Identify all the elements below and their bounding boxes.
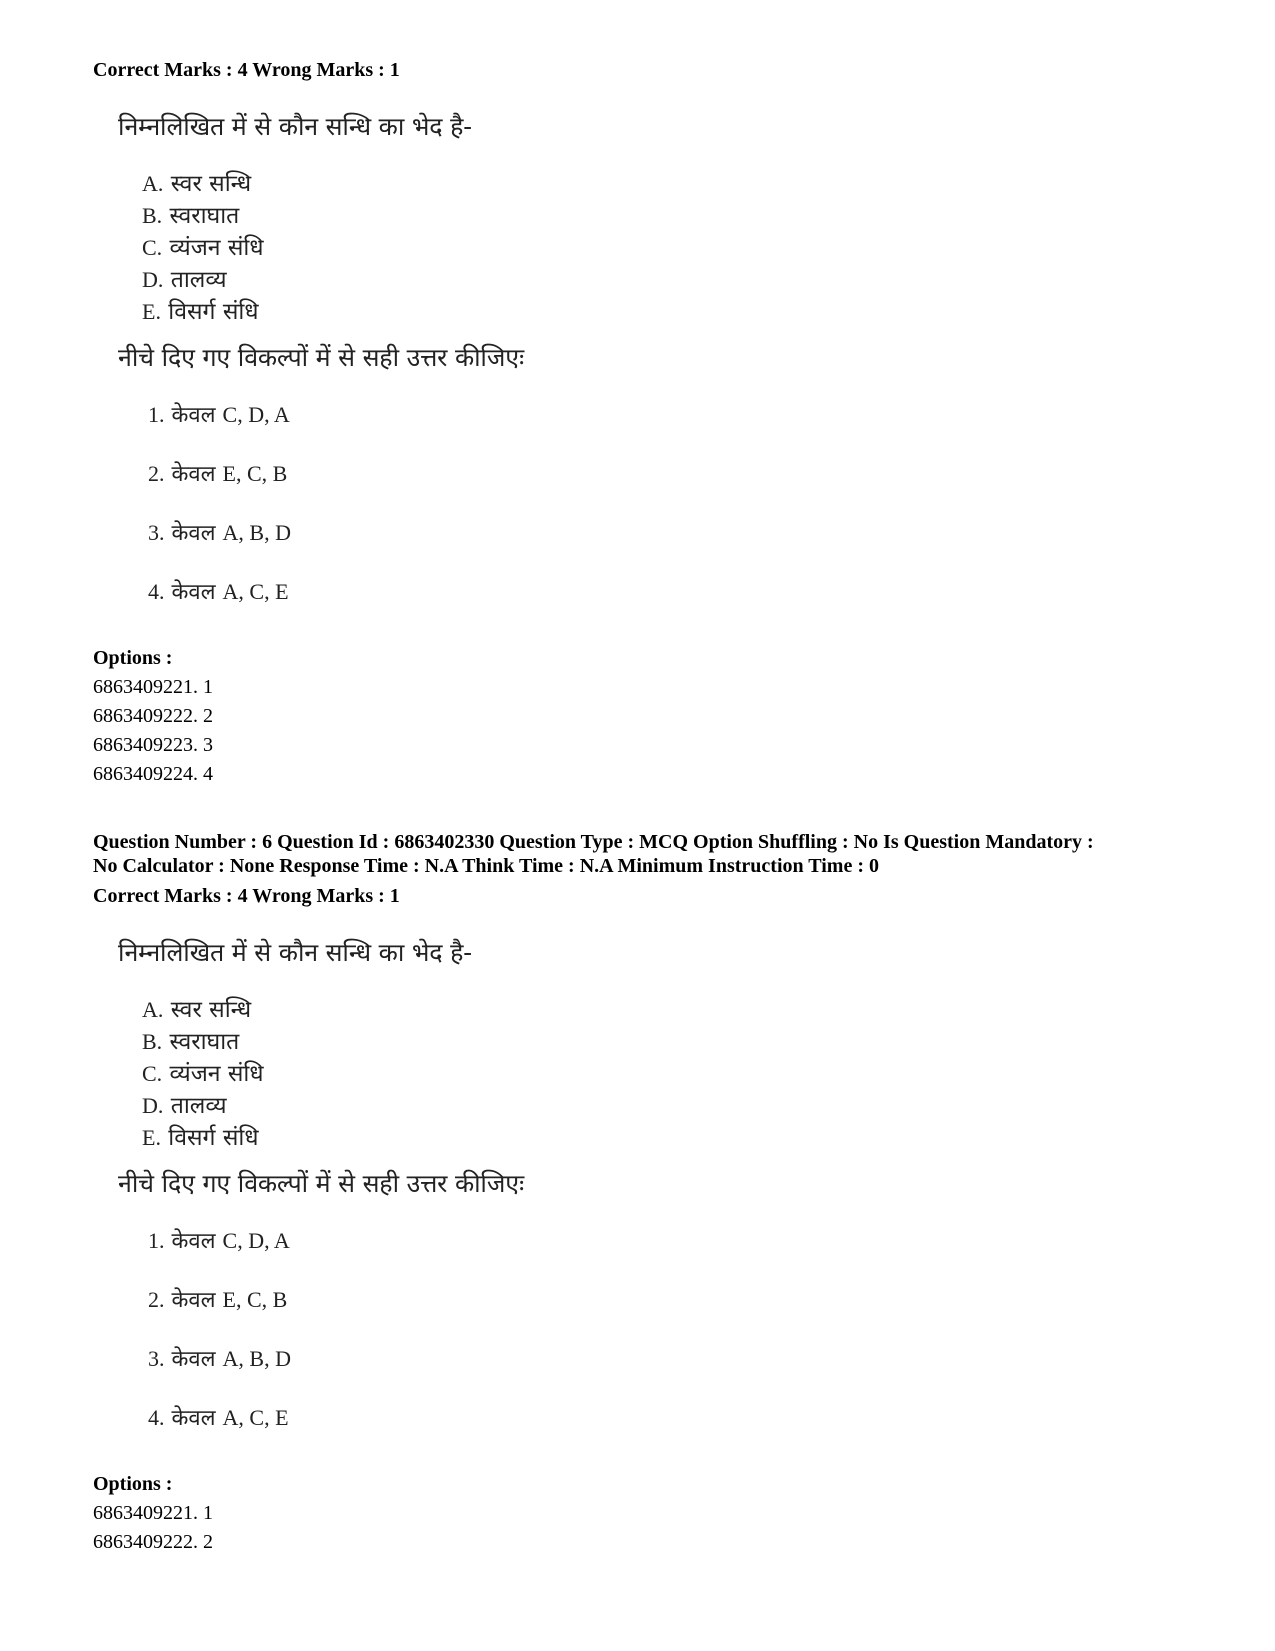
statement-item: A. स्वर सन्धि bbox=[142, 997, 252, 1023]
choice-item: 2. केवल E, C, B bbox=[148, 461, 288, 487]
marks-line: Correct Marks : 4 Wrong Marks : 1 bbox=[93, 885, 400, 907]
option-item: 6863409222. 2 bbox=[93, 1531, 213, 1553]
choice-item: 3. केवल A, B, D bbox=[148, 520, 291, 546]
options-list bbox=[93, 1499, 213, 1557]
question-header-line1: Question Number : 6 Question Id : 6863402330 Question Type : MCQ Option Shuffling : No Is Question Mandatory : bbox=[93, 831, 1094, 853]
question-image bbox=[118, 938, 678, 1448]
statement-item: A. स्वर सन्धि bbox=[142, 171, 252, 197]
choice-item: 2. केवल E, C, B bbox=[148, 1287, 288, 1313]
option-item: 6863409221. 1 bbox=[93, 676, 213, 698]
statement-item: B. स्वराघात bbox=[142, 203, 240, 229]
option-item: 6863409221. 1 bbox=[93, 1502, 213, 1524]
choice-item: 1. केवल C, D, A bbox=[148, 1228, 290, 1254]
choice-item: 1. केवल C, D, A bbox=[148, 402, 290, 428]
choice-item: 4. केवल A, C, E bbox=[148, 1405, 289, 1431]
statement-list bbox=[142, 994, 264, 1154]
statement-item: E. विसर्ग संधि bbox=[142, 1125, 259, 1151]
question-image bbox=[118, 112, 678, 622]
options-list bbox=[93, 673, 213, 789]
choice-list bbox=[148, 1226, 291, 1462]
option-item: 6863409222. 2 bbox=[93, 705, 213, 727]
question-stem: निम्नलिखित में से कौन सन्धि का भेद है- bbox=[118, 112, 472, 141]
options-heading: Options : bbox=[93, 647, 173, 669]
statement-item: E. विसर्ग संधि bbox=[142, 299, 259, 325]
choice-item: 3. केवल A, B, D bbox=[148, 1346, 291, 1372]
statement-item: D. तालव्य bbox=[142, 267, 227, 293]
choice-item: 4. केवल A, C, E bbox=[148, 579, 289, 605]
option-item: 6863409224. 4 bbox=[93, 763, 213, 785]
marks-line: Correct Marks : 4 Wrong Marks : 1 bbox=[93, 59, 400, 81]
choice-list bbox=[148, 400, 291, 636]
statement-item: B. स्वराघात bbox=[142, 1029, 240, 1055]
statement-item: C. व्यंजन संधि bbox=[142, 235, 264, 261]
question-instruction: नीचे दिए गए विकल्पों में से सही उत्तर कीजिएः bbox=[118, 343, 524, 372]
question-header-line2: No Calculator : None Response Time : N.A Think Time : N.A Minimum Instruction Time : 0 bbox=[93, 855, 879, 877]
question-stem: निम्नलिखित में से कौन सन्धि का भेद है- bbox=[118, 938, 472, 967]
statement-list bbox=[142, 168, 264, 328]
statement-item: C. व्यंजन संधि bbox=[142, 1061, 264, 1087]
statement-item: D. तालव्य bbox=[142, 1093, 227, 1119]
question-instruction: नीचे दिए गए विकल्पों में से सही उत्तर कीजिएः bbox=[118, 1169, 524, 1198]
option-item: 6863409223. 3 bbox=[93, 734, 213, 756]
options-heading: Options : bbox=[93, 1473, 173, 1495]
